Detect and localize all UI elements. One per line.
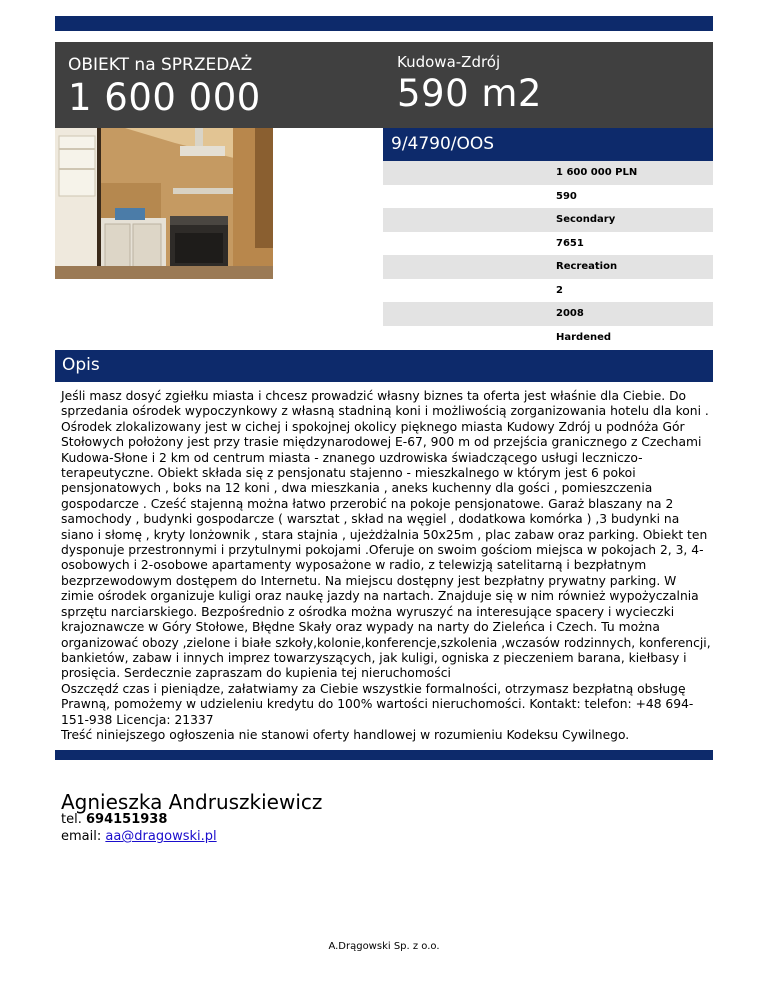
detail-purpose: Recreation xyxy=(383,255,713,279)
details-table xyxy=(383,161,713,349)
detail-plot-area: 7651 xyxy=(383,232,713,256)
property-photo xyxy=(55,128,273,279)
bottom-accent-bar xyxy=(55,750,713,760)
agent-email-label: email: xyxy=(61,829,102,844)
listing-location: Kudowa-Zdrój xyxy=(397,53,501,71)
agent-email-link[interactable]: aa@dragowski.pl xyxy=(105,829,217,844)
agent-email xyxy=(61,829,217,844)
listing-price: 1 600 000 xyxy=(68,76,261,119)
reference-number: 9/4790/OOS xyxy=(391,134,495,154)
detail-access-road: Hardened xyxy=(383,326,713,350)
detail-area: 590 xyxy=(383,185,713,209)
listing-area: 590 m2 xyxy=(397,72,542,115)
footer-company: A.Drągowski Sp. z o.o. xyxy=(328,941,440,952)
top-accent-bar xyxy=(55,16,713,31)
description-body xyxy=(61,389,711,743)
agent-phone-label: tel. xyxy=(61,812,82,827)
agent-name: Agnieszka Andruszkiewicz xyxy=(61,790,323,814)
reference-bar xyxy=(383,128,713,161)
detail-market: Secondary xyxy=(383,208,713,232)
description-paragraph: Oszczędź czas i pieniądze, załatwiamy za Ciebie wszystkie formalności, otrzymasz bezpłatną obsługę Prawną, pomożemy w udzieleniu kredytu do 100% wartości nieruchomości. Kontakt: telefon: +48 694-151-938 Licencja: 21337 xyxy=(61,681,694,727)
agent-phone xyxy=(61,812,167,827)
listing-header xyxy=(55,42,713,128)
listing-type-label: OBIEKT na SPRZEDAŻ xyxy=(68,55,253,75)
agent-phone-number: 694151938 xyxy=(85,812,168,827)
detail-year: 2008 xyxy=(383,302,713,326)
detail-price: 1 600 000 PLN xyxy=(383,161,713,185)
description-paragraph: Treść niniejszego ogłoszenia nie stanowi oferty handlowej w rozumieniu Kodeksu Cywilnego. xyxy=(61,727,630,742)
description-header-bar xyxy=(55,350,713,382)
detail-floors: 2 xyxy=(383,279,713,303)
description-paragraph: Jeśli masz dosyć zgiełku miasta i chcesz prowadzić własny biznes ta oferta jest właśnie dla Ciebie. Do sprzedania ośrodek wypoczynkowy z własną stadniną koni i możliwością zorganizowania hotelu dla koni . Ośrodek zlokalizowany jest w cichej i spokojnej okolicy pięknego miasta Kudowy Zdrój u podnóża Gór Stołowych położony jest przy trasie międzynarodowej E-67, 900 m od przejścia granicznego z Czechami Kudowa-Słone i 2 km od centrum miasta - znanego uzdrowiska świadczącego usługi leczniczo-terapeutyczne. Obiekt składa się z pensjonatu stajenno - mieszkalnego w którym jest 6 pokoi pensjonatowych , boks na 12 koni , dwa mieszkania , aneks kuchenny dla gości , pomieszczenia gospodarcze . Cześć stajenną można łatwo przerobić na pokoje pensjonatowe. Garaż blaszany na 2 samochody , budynki gospodarcze ( warsztat , skład na węgiel , dodatkowa komórka ) ,3 budynki na siano i słomę , kryty lonżownik , stara stajnia , ujeżdżalnia 50x25m , plac zabaw oraz parking. Obiekt ten dysponuje przestronnymi i przytulnymi pokojami .Oferuje on swoim gościom miejsca w pokojach 2, 3, 4-osobowych i 2-osobowe apartamenty wyposażone w radio, z telewizją satelitarną i bezpłatnym bezprzewodowym dostępem do Internetu. Na miejscu dostępny jest bezpłatny prywatny parking. W zimie ośrodek organizuje kuligi oraz naukę jazdy na nartach. Znajduje się w nim również wypożyczalnia sprzętu narciarskiego. Bezpośrednio z ośrodka można wyruszyć na interesujące spacery i wycieczki krajoznawcze w Góry Stołowe, Błędne Skały oraz wypady na narty do Zieleńca i Czech. Tu można organizować obozy ,zielone i białe szkoły,kolonie,konferencje,szkolenia ,wczasów rodzinnych, konferencji, bankietów, zabaw i innych imprez towarzyszących, jak kuligi, ogniska z pieczeniem barana, kiełbasy i prosięcia. Serdecznie zapraszam do kupienia tej nieruchomości xyxy=(61,389,711,681)
kitchen-photo-image xyxy=(55,128,273,279)
description-title: Opis xyxy=(62,355,100,375)
